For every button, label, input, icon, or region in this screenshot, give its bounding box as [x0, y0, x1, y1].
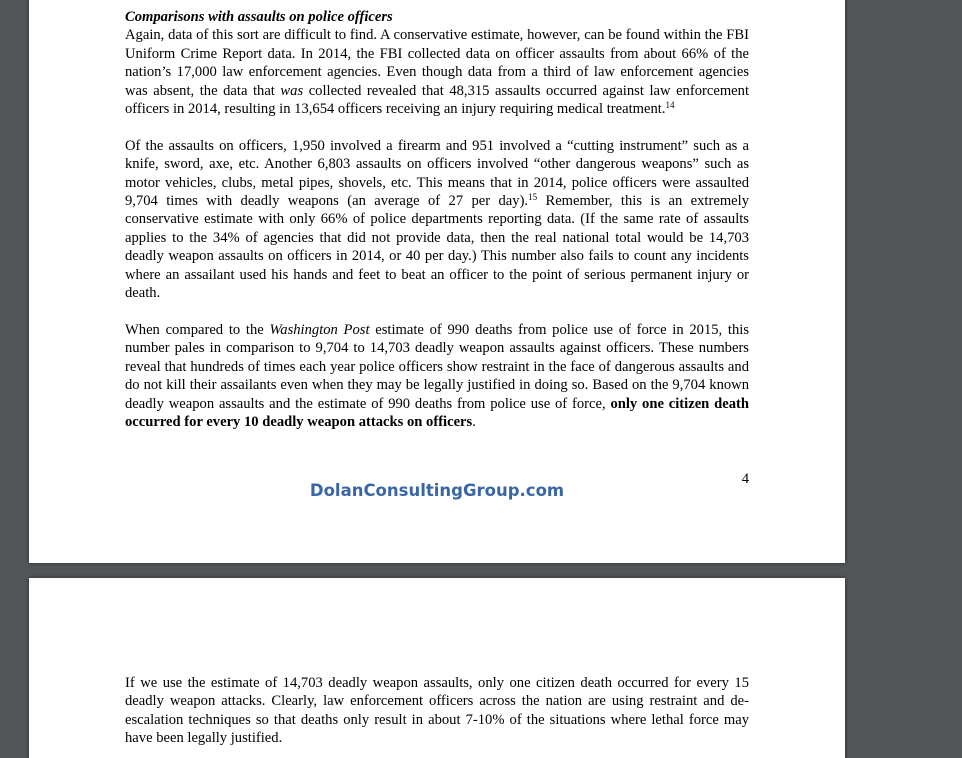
page-content — [125, 674, 749, 748]
paragraph-3-text-c: . — [472, 413, 476, 430]
paragraph-3-bold: only one citizen death occurred for every 10 deadly weapon attacks on officers — [125, 395, 749, 430]
pdf-page-4 — [29, 0, 845, 563]
footnote-ref-14[interactable]: 14 — [665, 100, 675, 111]
paragraph-3-text-b: estimate of 990 deaths from police use of force in 2015, this number pales in comparison to 9,704 to 14,703 deadly weapon assaults against officers. These numbers reveal that hundreds of times each year police officers show restraint in the face of dangerous assaults and do not kill their assailants even when they may be legally justified in doing so. Based on the 9,704 known deadly weapon assaults and the estimate of 990 deaths from police use of force, — [125, 321, 750, 412]
footnote-ref-15[interactable]: 15 — [528, 192, 538, 203]
paragraph-1: If we use the estimate of 14,703 deadly weapon assaults, only one citizen death occurred for every 15 deadly weapon attacks. Clearly, law enforcement officers across the nation are using restraint and de-escalation techniques so that deaths only result in about 7-10% of the situations where lethal force may have been legally justified. — [125, 675, 749, 747]
page-content — [125, 8, 749, 431]
footer-brand-link[interactable]: DolanConsultingGroup.com — [309, 481, 565, 500]
section-heading: Comparisons with assaults on police officers — [125, 9, 393, 25]
page-number: 4 — [741, 471, 749, 487]
pdf-page-5 — [29, 578, 845, 758]
paragraph-1-text-c: collected revealed that 48,315 assaults occurred against law enforcement officers in 2014, resulting in 13,654 officers receiving an injury requiring medical treatment. — [125, 82, 749, 118]
paragraph-3-italic: Washington Post — [269, 321, 370, 338]
paragraph-2 — [125, 137, 749, 303]
paragraph-2-text-a: Of the assaults on officers, 1,950 involved a firearm and 951 involved a “cutting instrument” such as a knife, sword, axe, etc. Another 6,803 assaults on officers involved “other dangerous weapons” such as motor vehicles, clubs, metal pipes, shovels, etc. This means that in 2014, police officers were assaulted 9,704 times with deadly weapons (an average of 27 per day). — [125, 137, 749, 210]
paragraph-2-text-b: Remember, this is an extremely conservative estimate with only 66% of police departments reporting data. (If the same rate of assaults applies to the 34% of agencies that did not provide data, then the real national total would be 14,703 deadly weapon assaults on officers in 2014, or 40 per day.) This number also fails to count any incidents where an assailant used his hands and feet to beat an officer to the point of serious permanent injury or death. — [125, 193, 750, 302]
paragraph-1 — [125, 26, 749, 118]
paragraph-3-text-a: When compared to the — [125, 321, 270, 338]
paragraph-1-italic: was — [280, 82, 304, 99]
paragraph-3 — [125, 321, 749, 431]
paragraph-1-text-a: Again, data of this sort are difficult to find. A conservative estimate, however, can be found within the FBI Uniform Crime Report data. In 2014, the FBI collected data on officer assaults from about 66% of the nation’s 17,000 law enforcement agencies. Even though data from a third of law enforcement agencies was absent, the data that — [125, 27, 749, 99]
